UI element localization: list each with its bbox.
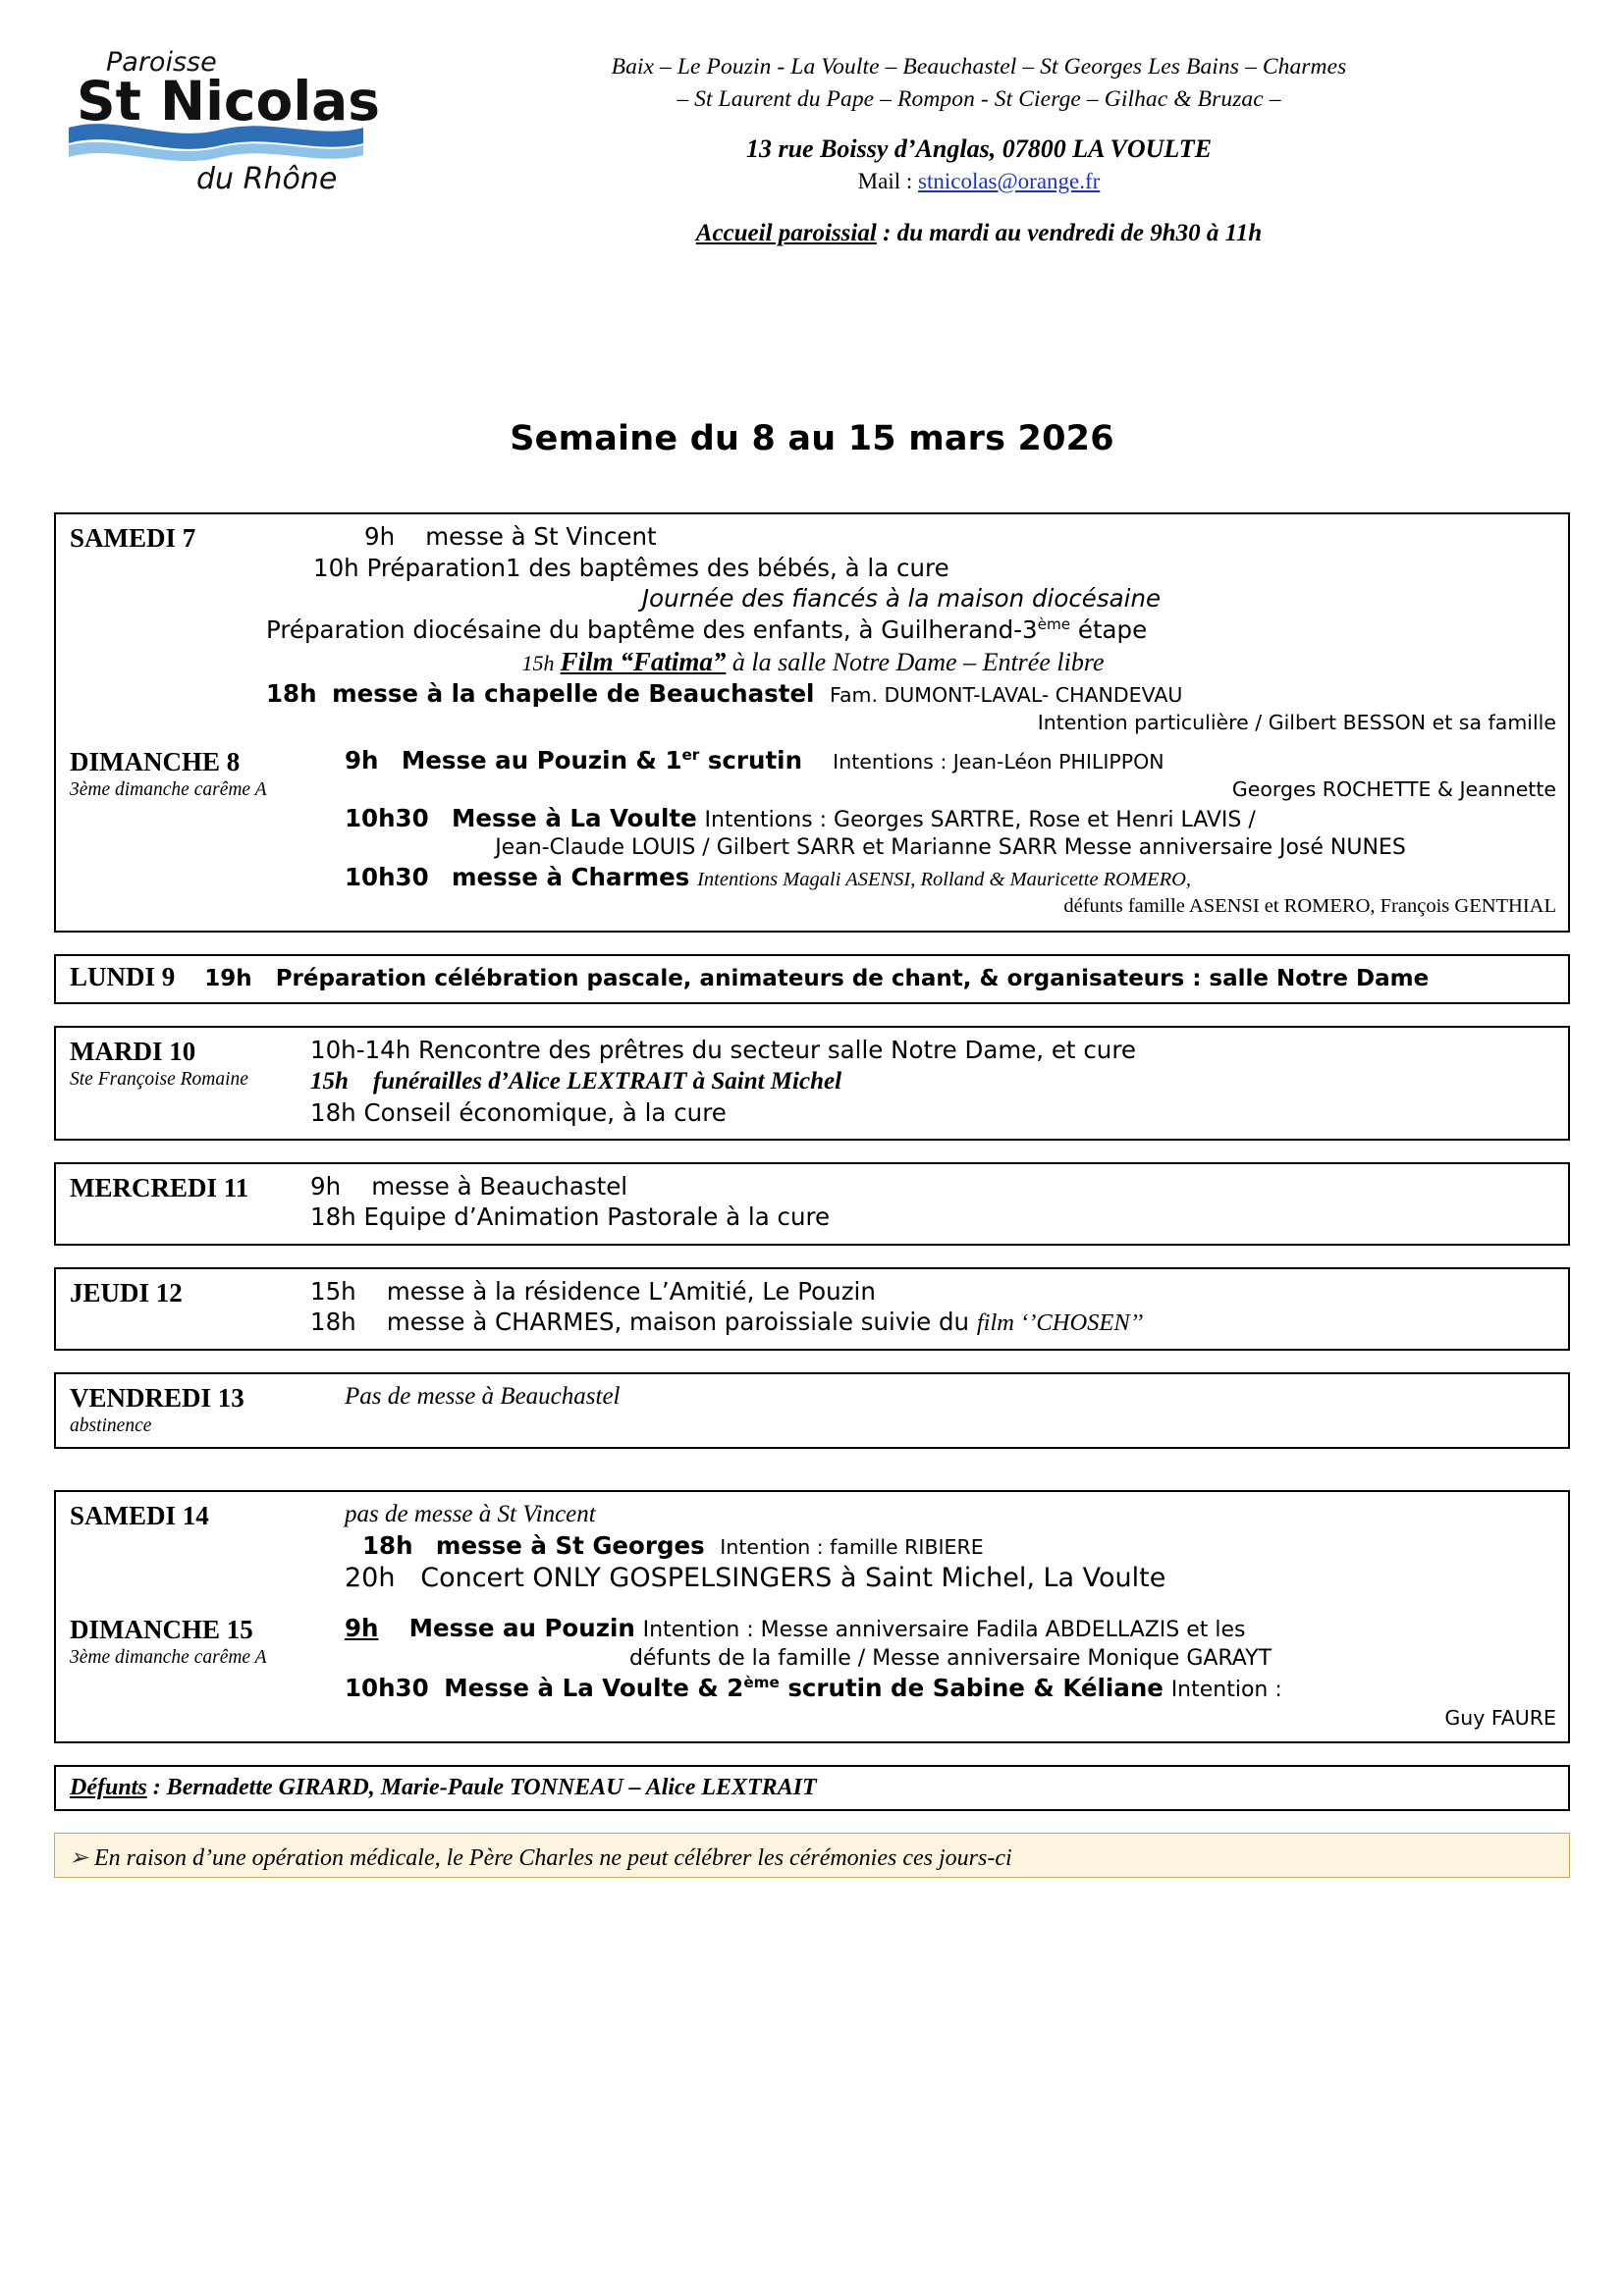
event-line-rencontre-pretres: 10h-14h Rencontre des prêtres du secteur salle Notre Dame, et cure [310, 1036, 1136, 1065]
event-text: messe à St Vincent [425, 521, 657, 551]
event-time: 15h [310, 1276, 356, 1306]
day-content-mardi-10 [310, 1036, 1556, 1129]
event-line-pas-de-messe: pas de messe à St Vincent [345, 1501, 596, 1528]
day-row-lundi-9 [70, 962, 1556, 995]
day-name-vendredi-13: VENDREDI 13 [70, 1383, 244, 1414]
day-label-col [70, 1500, 345, 1531]
event-line-conseil-economique: 18h Conseil économique, à la cure [310, 1097, 727, 1127]
day-name-lundi-9: LUNDI 9 [70, 961, 176, 991]
film-rest: à la salle Notre Dame – Entrée libre [726, 648, 1105, 677]
event-text: Concert ONLY GOSPELSINGERS à Saint Michel, La Voulte [420, 1562, 1166, 1593]
day-label-col [70, 1382, 345, 1437]
event-line-prep-diocesaine [70, 615, 1556, 645]
event-intention-line: Jean-Claude LOUIS / Gilbert SARR et Marianne SARR Messe anniversaire José NUNES [495, 834, 1406, 860]
block-jeudi-12 [54, 1267, 1570, 1352]
event-intention: Intention : [1170, 1678, 1282, 1703]
event-line-messe-pouzin [345, 746, 1556, 775]
event-sup: er [681, 746, 700, 765]
event-intention: Intention : famille RIBIERE [720, 1535, 984, 1560]
day-sub-mardi-10: Ste Françoise Romaine [70, 1069, 248, 1091]
block-mardi-10 [54, 1026, 1570, 1141]
event-text: Messe à La Voulte [452, 803, 697, 832]
event-text-2: scrutin de Sabine & Kéliane [779, 1674, 1164, 1703]
block-vendredi-13 [54, 1372, 1570, 1449]
event-text: messe à la résidence L’Amitié, Le Pouzin [386, 1276, 876, 1306]
event-line-film-fatima [70, 646, 1556, 677]
notice-block [54, 1833, 1570, 1878]
accueil-text: : du mardi au vendredi de 9h30 à 11h [876, 219, 1263, 246]
svg-text:St Nicolas: St Nicolas [77, 70, 381, 133]
day-content-dimanche-8 [345, 746, 1556, 920]
event-intention-line: Georges ROCHETTE & Jeannette [1231, 776, 1556, 801]
event-time: 9h [345, 746, 379, 775]
event-time: 18h [266, 679, 317, 709]
event-line-eap: 18h Equipe d’Animation Pastorale à la cure [310, 1202, 831, 1232]
event-time: 15h [521, 651, 555, 676]
day-row-dimanche-8 [70, 746, 1556, 920]
day-content-samedi-14 [345, 1500, 1556, 1596]
day-name-mercredi-11: MERCREDI 11 [70, 1172, 249, 1202]
block-lundi-9 [54, 954, 1570, 1005]
defunts-text: : Bernadette GIRARD, Marie-Paule TONNEAU – Alice LEXTRAIT [146, 1775, 817, 1801]
event-time: 9h [310, 1171, 342, 1201]
day-content-samedi-7 [364, 522, 1556, 553]
event-intention: Intentions Magali ASENSI, Rolland & Mauricette ROMERO, [697, 869, 1192, 891]
event-line-messe-charmes [310, 1308, 1556, 1337]
event-text: Messe au Pouzin [408, 1614, 635, 1643]
day-label-col [70, 1614, 345, 1669]
day-row-vendredi-13 [70, 1382, 1556, 1437]
event-text: funérailles d’Alice LEXTRAIT à Saint Michel [372, 1067, 842, 1095]
day-label-col [70, 1277, 310, 1308]
accueil-label: Accueil paroissial [695, 219, 877, 246]
day-row-samedi-14 [70, 1500, 1556, 1596]
event-intention: Intentions : Georges SARTRE, Rose et Henri LAVIS / [704, 807, 1256, 832]
event-line-messe-charmes [345, 863, 1556, 892]
event-intention: Intention : Messe anniversaire Fadila ABDELLAZIS et les [642, 1618, 1246, 1643]
event-line-prep-baptemes: 10h Préparation1 des baptêmes des bébés, à la cure [313, 553, 949, 582]
block-mercredi-11 [54, 1162, 1570, 1246]
event-text: Préparation célébration pascale, animateurs de chant, & organisateurs : salle Notre Dame [275, 965, 1430, 991]
logo-graphic [49, 33, 393, 200]
block-weekend-7-8 [54, 512, 1570, 933]
event-line [364, 522, 1556, 551]
mail-link[interactable]: stnicolas@orange.fr [918, 168, 1101, 193]
arrow-bullet-icon: ➢ [69, 1845, 89, 1872]
event-line-journee-fiances: Journée des fiancés à la maison diocésaine [641, 584, 1162, 614]
event-time: 18h [362, 1531, 413, 1561]
event-text: Messe à La Voulte & 2 [444, 1674, 744, 1703]
event-time: 10h30 [345, 803, 429, 832]
event-intention-line: défunts de la famille / Messe anniversaire Monique GARAYT [628, 1645, 1272, 1671]
towns-line-2: – St Laurent du Pape – Rompon - St Cierge – Gilhac & Bruzac – [677, 86, 1281, 113]
event-intention: Fam. DUMONT-LAVAL- CHANDEVAU [830, 683, 1183, 708]
day-content-jeudi-12 [310, 1277, 1556, 1340]
event-text-2: scrutin [699, 746, 803, 775]
day-name-dimanche-15: DIMANCHE 15 [70, 1615, 253, 1645]
day-label-col [70, 746, 345, 801]
event-line-concert [345, 1563, 1556, 1594]
svg-text:Paroisse: Paroisse [106, 47, 217, 78]
day-content-vendredi-13 [345, 1382, 1556, 1414]
event-line-pas-de-messe: Pas de messe à Beauchastel [345, 1383, 621, 1411]
event-time: 9h [345, 1614, 379, 1643]
event-line-messe-voulte [345, 804, 1556, 833]
event-time: 15h [310, 1067, 349, 1095]
defunts-block [54, 1765, 1570, 1811]
event-text: messe à Charmes [452, 863, 690, 892]
page-title: Semaine du 8 au 15 mars 2026 [510, 418, 1114, 458]
day-name-samedi-7: SAMEDI 7 [70, 522, 196, 553]
svg-text:du Rhône: du Rhône [196, 162, 338, 196]
event-time: 10h30 [345, 1674, 429, 1703]
event-time: 20h [345, 1562, 396, 1593]
day-row-jeudi-12 [70, 1277, 1556, 1340]
block-weekend-14-15 [54, 1490, 1570, 1743]
day-sub-vendredi-13: abstinence [70, 1415, 152, 1437]
day-row-mardi-10 [70, 1036, 1556, 1129]
event-intention: Intentions : Jean-Léon PHILIPPON [833, 750, 1164, 774]
day-name-dimanche-8: DIMANCHE 8 [70, 747, 241, 777]
day-row-dimanche-15 [70, 1614, 1556, 1732]
film-title: film ‘’CHOSEN’’ [976, 1309, 1144, 1337]
day-content-dimanche-15 [345, 1614, 1556, 1732]
event-time: 19h [204, 965, 252, 991]
event-line-messe-pouzin [345, 1614, 1556, 1643]
day-content-mercredi-11 [310, 1172, 1556, 1234]
day-label-col [70, 1036, 310, 1091]
event-text: Préparation diocésaine du baptême des enfants, à Guilherand-3 [266, 614, 1038, 644]
mail-label: Mail : [857, 168, 918, 193]
day-label-col [70, 522, 364, 554]
event-time: 10h30 [345, 863, 429, 892]
event-line-funerailles [310, 1067, 1556, 1096]
film-title: Film “Fatima” [560, 647, 727, 677]
event-text: messe à la chapelle de Beauchastel [332, 679, 815, 709]
event-line-messe-st-georges [345, 1531, 1556, 1560]
event-intention-line: Intention particulière / Gilbert BESSON et sa famille [1037, 710, 1556, 734]
day-name-samedi-14: SAMEDI 14 [70, 1501, 209, 1531]
towns-line-1: Baix – Le Pouzin - La Voulte – Beauchastel – St Georges Les Bains – Charmes [611, 54, 1347, 80]
event-line-messe-beauchastel [310, 1172, 1556, 1201]
event-line-prep-pascale [204, 966, 1429, 993]
event-text: messe à CHARMES, maison paroissiale suivie du [386, 1308, 977, 1337]
event-intention-line: défunts famille ASENSI et ROMERO, François GENTHIAL [1063, 894, 1556, 917]
event-text-2: étape [1070, 614, 1148, 644]
header-text-block [393, 33, 1565, 247]
event-text: messe à St Georges [435, 1531, 705, 1561]
day-name-mardi-10: MARDI 10 [70, 1037, 196, 1067]
day-label-col [70, 1172, 310, 1203]
defunts-label: Défunts [70, 1775, 147, 1801]
accueil-line [393, 220, 1565, 247]
parish-logo [49, 33, 393, 200]
schedule-blocks [54, 512, 1570, 1743]
parish-address: 13 rue Boissy d’Anglas, 07800 LA VOULTE [745, 133, 1213, 163]
notice-text: En raison d’une opération médicale, le Père Charles ne peut célébrer les cérémonies ces jours-ci [94, 1845, 1012, 1872]
event-sup: ème [1037, 614, 1071, 633]
event-line-messe-voulte [345, 1674, 1556, 1704]
day-sub-dimanche-8: 3ème dimanche carême A [70, 779, 267, 801]
parish-mail-line [393, 169, 1565, 194]
event-time: 18h [310, 1308, 356, 1337]
day-sub-dimanche-15: 3ème dimanche carême A [70, 1647, 267, 1669]
event-sup: ème [743, 1674, 780, 1692]
day-row-samedi-7 [70, 522, 1556, 554]
event-intention-line: Guy FAURE [1444, 1705, 1556, 1730]
document-header [0, 0, 1624, 247]
day-name-jeudi-12: JEUDI 12 [70, 1277, 183, 1308]
event-time: 9h [364, 521, 396, 551]
event-text: messe à Beauchastel [371, 1171, 628, 1201]
event-text: Messe au Pouzin & 1 [401, 746, 682, 775]
event-line-messe-amitie [310, 1277, 1556, 1306]
day-row-mercredi-11 [70, 1172, 1556, 1234]
event-line-messe-beauchastel [70, 679, 1556, 708]
